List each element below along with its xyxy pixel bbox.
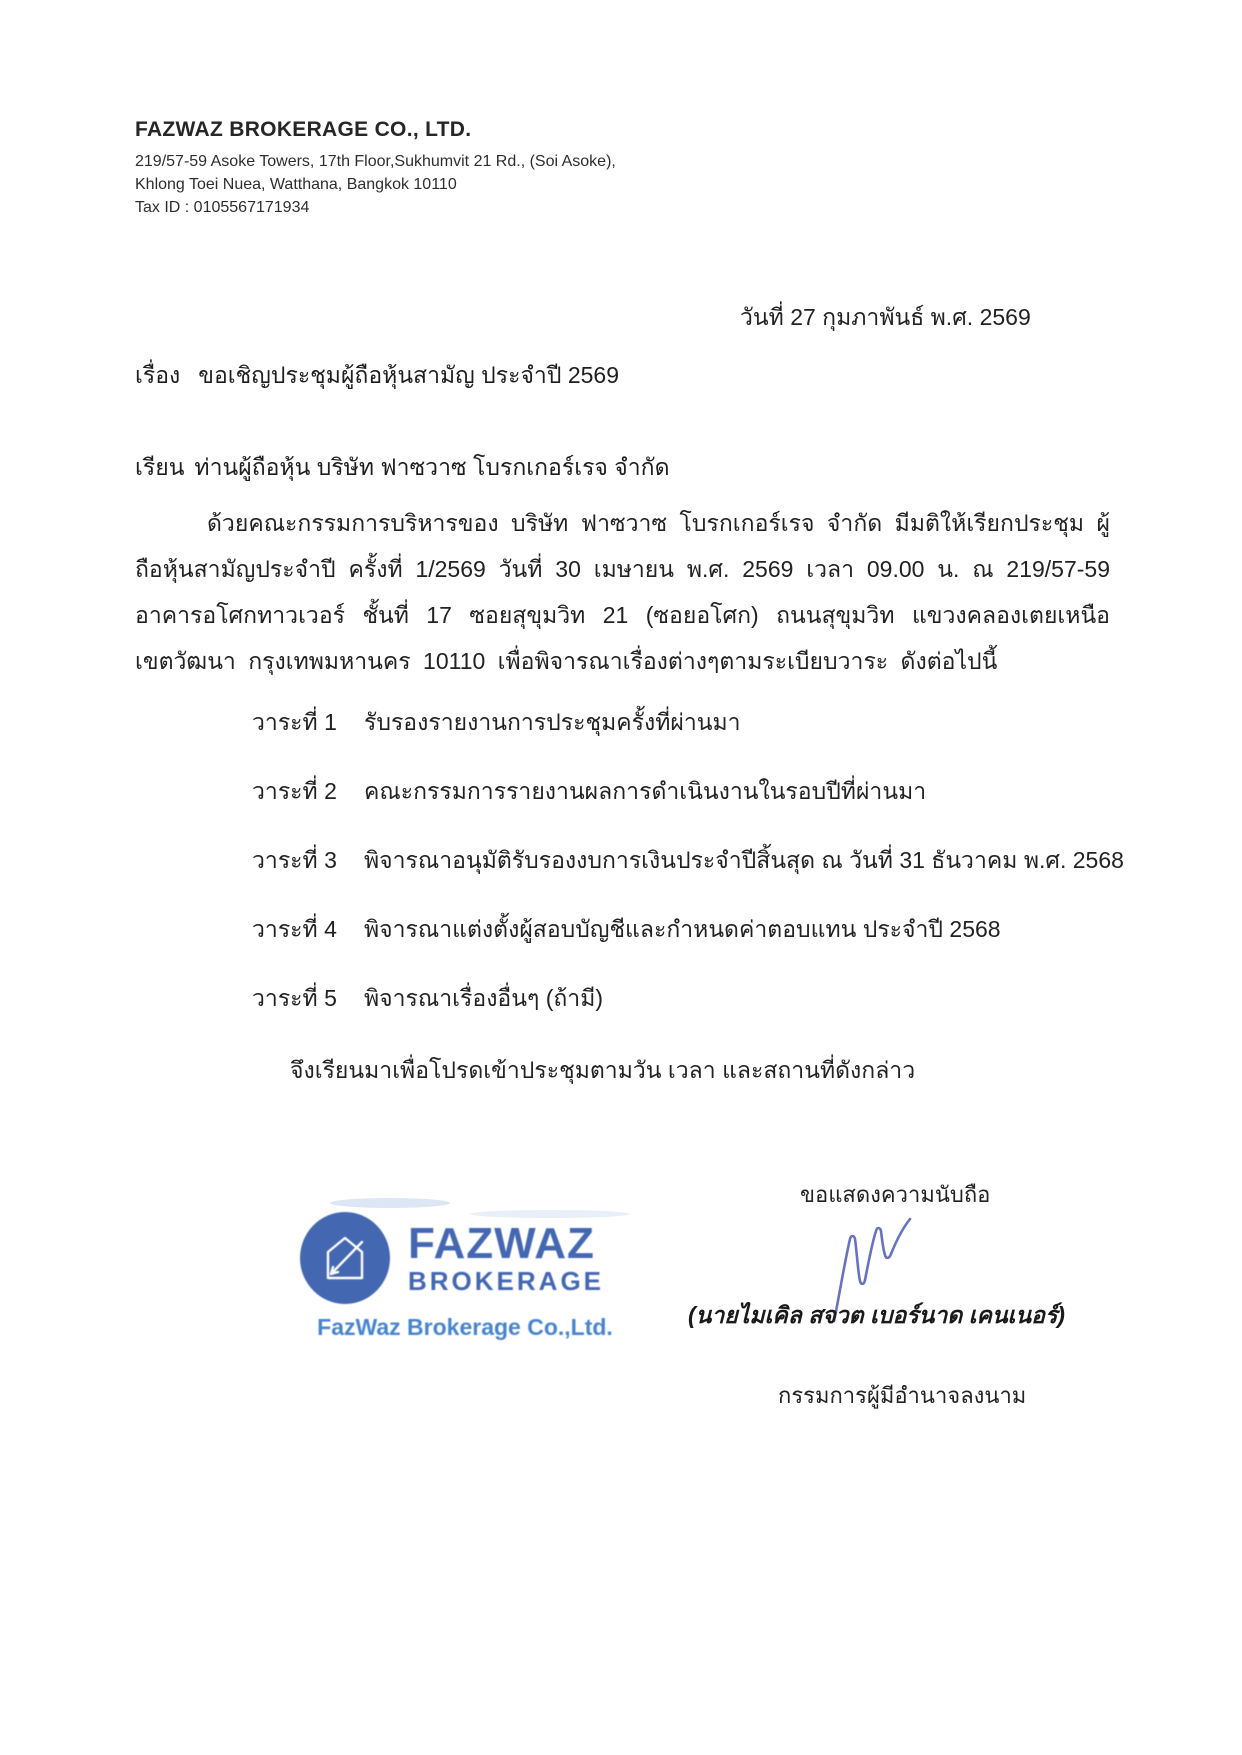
recipient-label: เรียน [135, 454, 185, 480]
agenda-item-1-label: วาระที่ 1 [252, 709, 337, 735]
signer-title: กรรมการผู้มีอำนาจลงนาม [778, 1383, 1027, 1408]
subject-label: เรื่อง [135, 362, 181, 388]
address-line-1: 219/57-59 Asoke Towers, 17th Floor,Sukhumvit 21 Rd., (Soi Asoke), [135, 153, 616, 170]
recipient-line [135, 450, 670, 486]
agenda-item-1-text: รับรองรายงานการประชุมครั้งที่ผ่านมา [364, 709, 741, 735]
stamp-logo-icon [300, 1212, 390, 1304]
date-line: วันที่ 27 กุมภาพันธ์ พ.ศ. 2569 [740, 304, 1031, 330]
agenda-item-3-text: พิจารณาอนุมัติรับรองงบการเงินประจำปีสิ้นสุด ณ วันที่ 31 ธันวาคม พ.ศ. 2568 [364, 847, 1124, 873]
agenda-item-2-text: คณะกรรมการรายงานผลการดำเนินงานในรอบปีที่ผ่านมา [364, 778, 927, 804]
agenda-item-4-label: วาระที่ 4 [252, 916, 337, 942]
company-stamp [300, 1212, 660, 1341]
recipient-text: ท่านผู้ถือหุ้น บริษัท ฟาซวาซ โบรกเกอร์เรจ จำกัด [194, 454, 670, 480]
scan-smudge [470, 1210, 630, 1218]
agenda-item-4 [252, 912, 1152, 948]
scan-smudge [330, 1198, 450, 1208]
signer-name: (นายไมเคิล สจวต เบอร์นาด เคนเนอร์) [688, 1302, 1065, 1328]
agenda-item-5-label: วาระที่ 5 [252, 985, 337, 1011]
agenda-item-5 [252, 981, 1152, 1017]
salutation: ขอแสดงความนับถือ [800, 1182, 991, 1207]
agenda-list [252, 705, 1152, 1050]
company-name: FAZWAZ BROKERAGE CO., LTD. [135, 118, 472, 141]
agenda-item-5-text: พิจารณาเรื่องอื่นๆ (ถ้ามี) [364, 985, 604, 1011]
agenda-item-1 [252, 705, 1152, 741]
stamp-brand-brokerage: BROKERAGE [408, 1266, 605, 1296]
tax-id: Tax ID : 0105567171934 [135, 199, 310, 216]
letterhead [135, 118, 616, 219]
subject-line [135, 358, 619, 394]
agenda-item-4-text: พิจารณาแต่งตั้งผู้สอบบัญชีและกำหนดค่าตอบแทน ประจำปี 2568 [364, 916, 1001, 942]
body-paragraph: ด้วยคณะกรรมการบริหารของ บริษัท ฟาซวาซ โบรกเกอร์เรจ จำกัด มีมติให้เรียกประชุม ผู้ถือหุ้นสามัญประจำปี ครั้งที่ 1/2569 วันที่ 30 เมษายน พ.ศ. 2569 เวลา 09.00 น. ณ 219/57-59 อาคารอโศกทาวเวอร์ ชั้นที่ 17 ซอยสุขุมวิท 21 (ซอยอโศก) ถนนสุขุมวิท แขวงคลองเตยเหนือ เขตวัฒนา กรุงเทพมหานคร 10110 เพื่อพิจารณาเรื่องต่างๆตามระเบียบวาระ ดังต่อไปนี้ [135, 510, 1110, 674]
agenda-item-3-label: วาระที่ 3 [252, 847, 337, 873]
agenda-item-2 [252, 774, 1152, 810]
stamp-company-line: FazWaz Brokerage Co.,Ltd. [317, 1314, 613, 1340]
address-line-2: Khlong Toei Nuea, Watthana, Bangkok 10110 [135, 176, 457, 193]
subject-text: ขอเชิญประชุมผู้ถือหุ้นสามัญ ประจำปี 2569 [198, 362, 620, 388]
closing-line: จึงเรียนมาเพื่อโปรดเข้าประชุมตามวัน เวลา และสถานที่ดังกล่าว [290, 1057, 916, 1083]
agenda-item-3 [252, 843, 1152, 879]
agenda-item-2-label: วาระที่ 2 [252, 778, 337, 804]
house-icon [318, 1230, 372, 1286]
stamp-brand-fazwaz: FAZWAZ [408, 1219, 595, 1268]
